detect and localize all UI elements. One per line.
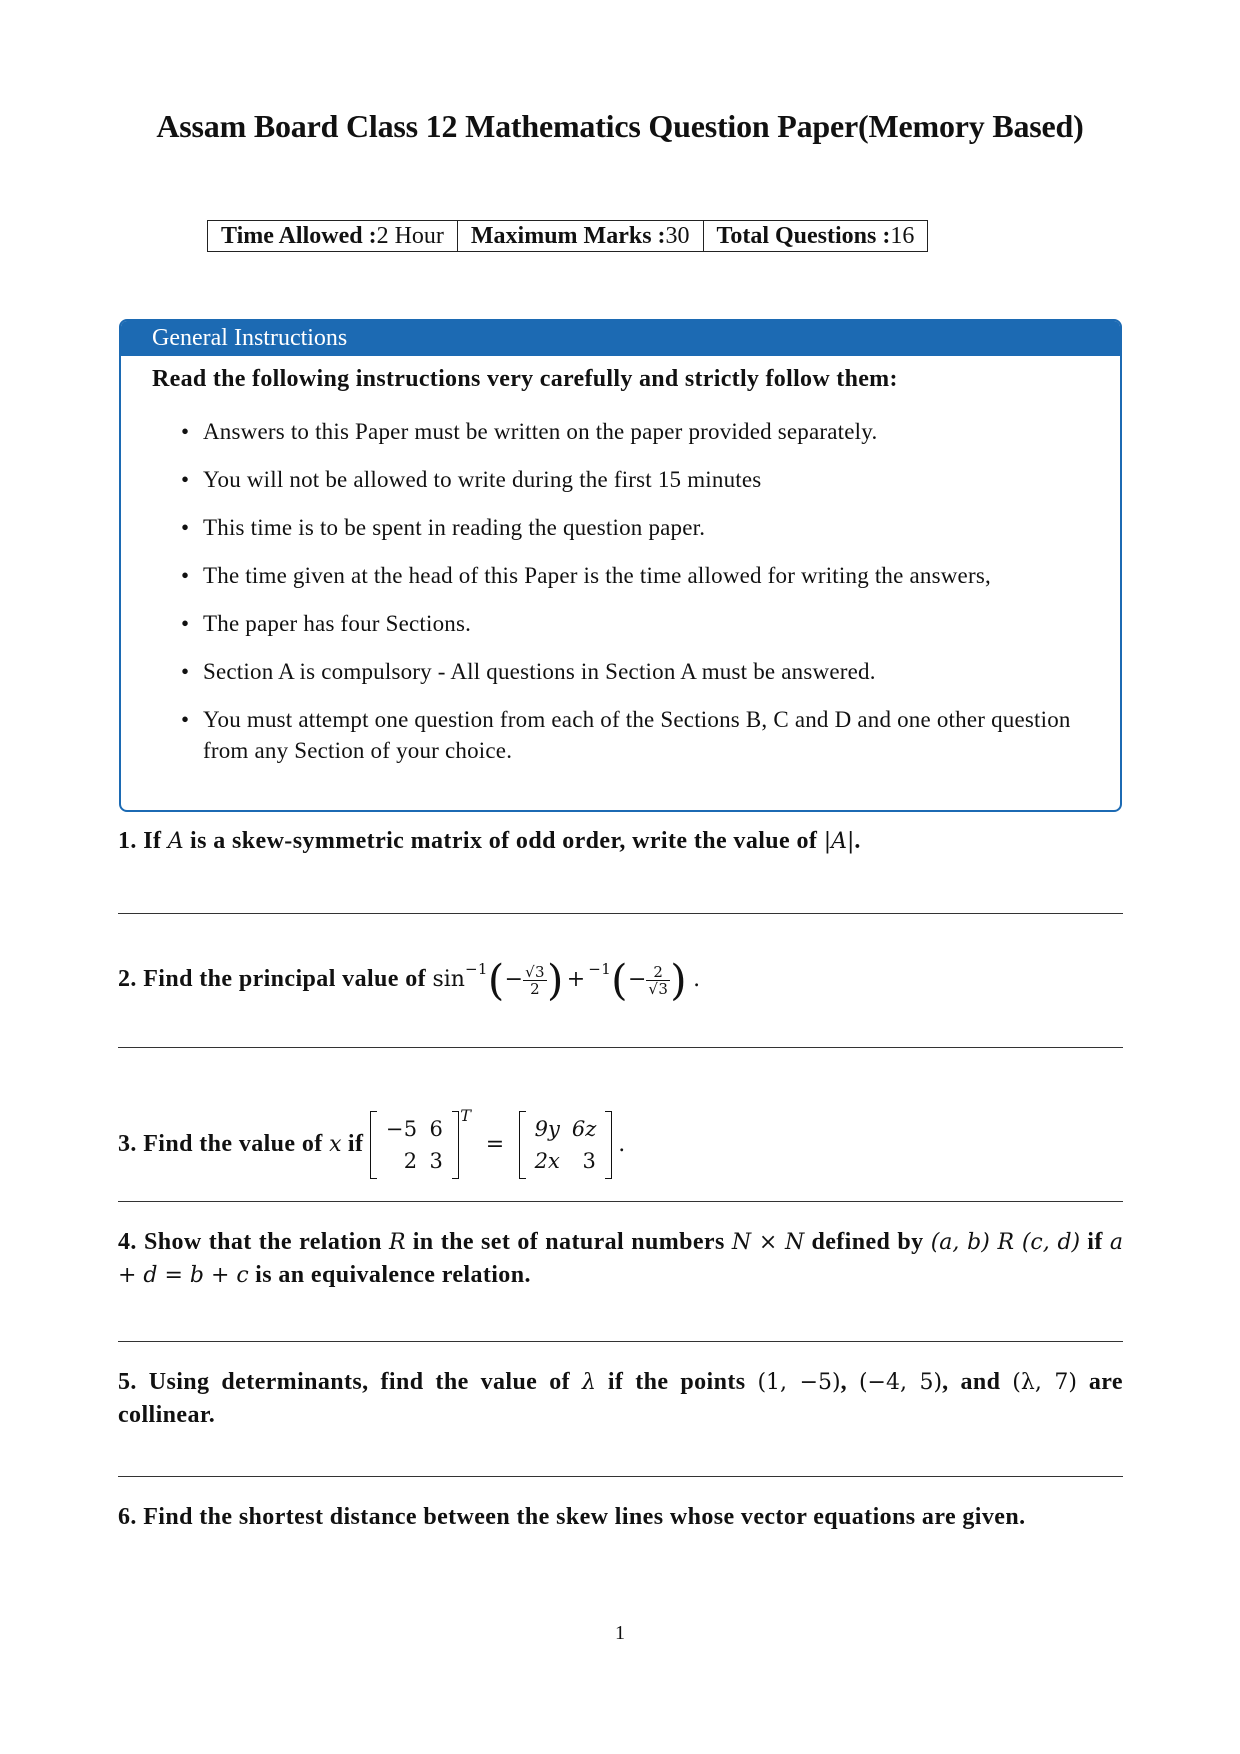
question-6: 6. Find the shortest distance between the skew lines whose vector equations are given. bbox=[118, 1504, 1026, 1530]
list-item: • You will not be allowed to write during the first 15 minutes bbox=[181, 464, 1081, 495]
bullet-icon: • bbox=[181, 659, 190, 684]
page-number: 1 bbox=[615, 1622, 625, 1644]
list-item: • The paper has four Sections. bbox=[181, 608, 1081, 639]
time-allowed-cell bbox=[208, 221, 458, 252]
bullet-icon: • bbox=[181, 563, 190, 588]
time-allowed-label: Time Allowed : bbox=[221, 223, 377, 249]
list-item: • You must attempt one question from each of the Sections B, C and D and one other question from any Section of your choice. bbox=[181, 704, 1081, 766]
instructions-lead: Read the following instructions very carefully and strictly follow them: bbox=[152, 366, 898, 392]
max-marks-label: Maximum Marks : bbox=[470, 223, 666, 249]
list-item: • The time given at the head of this Paper is the time allowed for writing the answers, bbox=[181, 560, 1081, 591]
max-marks-value: 30 bbox=[665, 223, 690, 249]
question-2: 2. Find the principal value of $\sin^{-1}(-$ $\frac{√3}{2}$ ) + $^{-1}$(− $\frac{2}{√3}$ ) . bbox=[118, 955, 701, 1005]
instructions-list bbox=[181, 416, 1081, 783]
question-3: 3. Find the value of x if −5 6 2 3 $^T$ = 9y 6z 2x 3 . bbox=[118, 1077, 1123, 1155]
instructions-heading: General Instructions bbox=[121, 321, 1120, 356]
answer-divider bbox=[118, 913, 1123, 914]
general-instructions-box bbox=[119, 319, 1122, 812]
fraction: $\frac{2}{√3}$ bbox=[648, 962, 669, 998]
max-marks-cell bbox=[457, 221, 703, 252]
total-questions-value: 16 bbox=[890, 223, 915, 249]
bullet-icon: • bbox=[181, 419, 190, 444]
question-4: 4. Show that the relation R in the set of natural numbers N × N defined by (a, b) R (c, d) if a + d = b + c is an equivalence relation. bbox=[118, 1229, 1123, 1288]
list-item: • This time is to be spent in reading the question paper. bbox=[181, 512, 1081, 543]
exam-meta-table bbox=[207, 220, 928, 252]
page-title: Assam Board Class 12 Mathematics Question Paper(Memory Based) bbox=[156, 108, 1084, 144]
answer-divider bbox=[118, 1476, 1123, 1477]
bullet-icon: • bbox=[181, 611, 190, 636]
answer-divider bbox=[118, 1047, 1123, 1048]
matrix-b: 9y 6z 2x 3 bbox=[519, 1111, 613, 1179]
time-allowed-value: 2 Hour bbox=[376, 223, 444, 249]
question-5: 5. Using determinants, find the value of λ if the points (1, −5), (−4, 5), and (λ, 7) are collinear. bbox=[118, 1369, 1123, 1428]
bullet-icon: • bbox=[181, 707, 190, 732]
fraction: $\frac{√3}{2}$ bbox=[525, 962, 545, 998]
bullet-icon: • bbox=[181, 467, 190, 492]
total-questions-label: Total Questions : bbox=[716, 223, 891, 249]
answer-divider bbox=[118, 1201, 1123, 1202]
bullet-icon: • bbox=[181, 515, 190, 540]
answer-divider bbox=[118, 1341, 1123, 1342]
list-item: • Answers to this Paper must be written on the paper provided separately. bbox=[181, 416, 1081, 447]
list-item: • Section A is compulsory - All questions in Section A must be answered. bbox=[181, 656, 1081, 687]
matrix-a: −5 6 2 3 bbox=[370, 1111, 460, 1179]
question-1: 1. If A is a skew-symmetric matrix of odd order, write the value of |A|. bbox=[118, 828, 861, 854]
total-questions-cell bbox=[703, 221, 928, 252]
